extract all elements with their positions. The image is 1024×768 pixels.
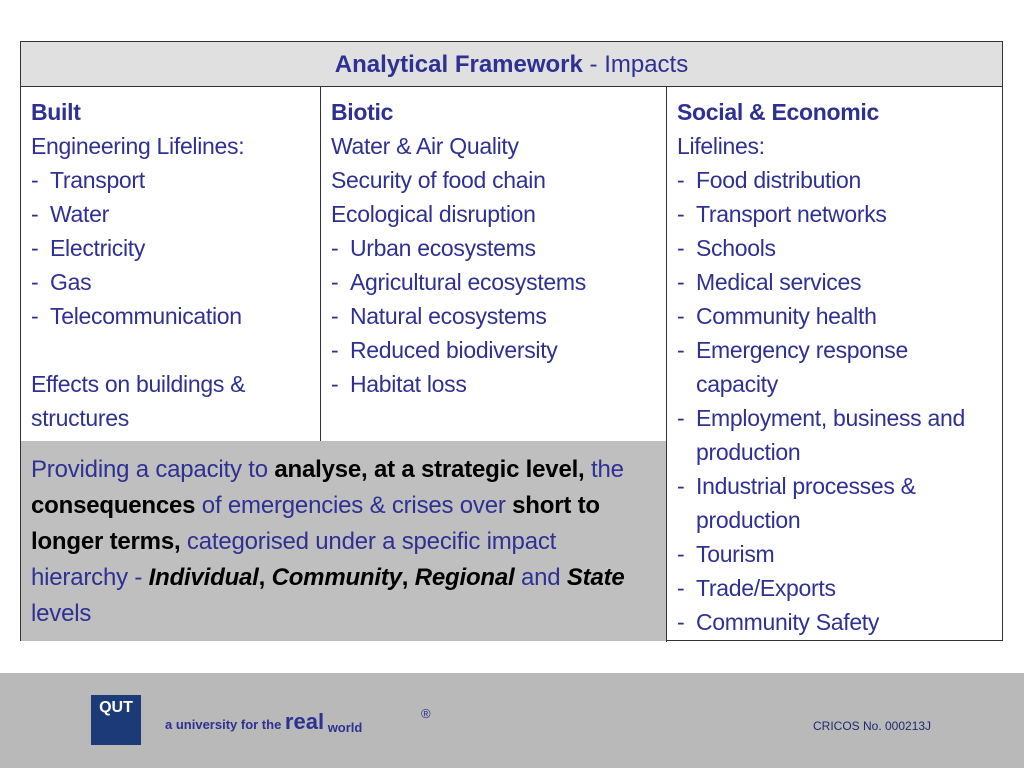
list-item: - Emergency response capacity <box>677 337 908 397</box>
list-item: - Water <box>31 201 109 227</box>
biotic-line: Security of food chain <box>331 167 546 193</box>
tagline-real: real <box>284 709 325 734</box>
list-item: - Employment, business and production <box>677 405 965 465</box>
built-title: Built <box>31 99 81 125</box>
cricos-number: CRICOS No. 000213J <box>813 719 932 733</box>
biotic-title: Biotic <box>331 99 394 125</box>
header-title-rest: - Impacts <box>582 51 689 78</box>
list-item: - Trade/Exports <box>677 575 836 601</box>
list-item: - Community health <box>677 303 877 329</box>
built-subtitle: Engineering Lifelines: <box>31 133 245 159</box>
list-item: - Electricity <box>31 235 146 261</box>
list-item: - Gas <box>31 269 92 295</box>
list-item: - Schools <box>677 235 776 261</box>
biotic-line: Ecological disruption <box>331 201 536 227</box>
social-list <box>677 163 994 639</box>
built-column <box>21 87 320 482</box>
social-economic-column <box>666 87 1004 642</box>
list-item: - Community Safety <box>677 609 880 635</box>
impacts-table <box>20 41 1003 641</box>
biotic-column <box>320 87 666 482</box>
summary-level: Community <box>271 564 402 591</box>
summary-level: Individual <box>148 564 259 591</box>
list-item: - Natural ecosystems <box>331 303 547 329</box>
biotic-line: Water & Air Quality <box>331 133 519 159</box>
summary-box <box>21 441 666 641</box>
built-list <box>31 163 310 333</box>
list-item: - Transport networks <box>677 201 887 227</box>
biotic-list <box>331 231 656 401</box>
summary-text: categorised under a specific impact hierarchy - <box>31 528 557 591</box>
header-title-bold: Analytical Framework <box>334 51 583 78</box>
summary-emphasis: analyse, at a strategic level, <box>274 456 585 483</box>
list-item: - Agricultural ecosystems <box>331 269 586 295</box>
summary-text: Providing a capacity to <box>31 456 275 483</box>
summary-separator: , <box>258 564 272 591</box>
list-item: - Tourism <box>677 541 775 567</box>
summary-emphasis: short to longer terms, <box>31 492 600 555</box>
list-item: - Industrial processes & production <box>677 473 916 533</box>
spacer <box>31 333 310 367</box>
summary-emphasis: consequences <box>31 492 196 519</box>
university-tagline <box>165 709 362 735</box>
registered-mark: ® <box>421 706 431 721</box>
summary-text: the <box>584 456 624 483</box>
list-item: - Food distribution <box>677 167 861 193</box>
list-item: - Telecommunication <box>31 303 242 329</box>
summary-text: and <box>514 564 567 591</box>
list-item: - Transport <box>31 167 145 193</box>
social-title: Social & Economic <box>677 99 879 125</box>
table-header <box>21 42 1002 87</box>
list-item: - Reduced biodiversity <box>331 337 558 363</box>
built-effects-line-1: Effects on buildings & <box>31 371 246 397</box>
built-effects-line-2: structures <box>31 405 129 431</box>
tagline-prefix: a university for the <box>165 717 285 732</box>
footer-bar <box>0 673 1024 768</box>
qut-logo <box>91 695 141 745</box>
tagline-world: world <box>324 720 363 735</box>
summary-separator: , <box>401 564 415 591</box>
summary-text: levels <box>31 600 92 627</box>
list-item: - Habitat loss <box>331 371 467 397</box>
list-item: - Urban ecosystems <box>331 235 536 261</box>
summary-level: Regional <box>414 564 515 591</box>
summary-level: State <box>566 564 625 591</box>
qut-logo-text: QUT <box>99 699 133 716</box>
list-item: - Medical services <box>677 269 862 295</box>
social-subtitle: Lifelines: <box>677 133 765 159</box>
summary-text: of emergencies & crises over <box>195 492 513 519</box>
